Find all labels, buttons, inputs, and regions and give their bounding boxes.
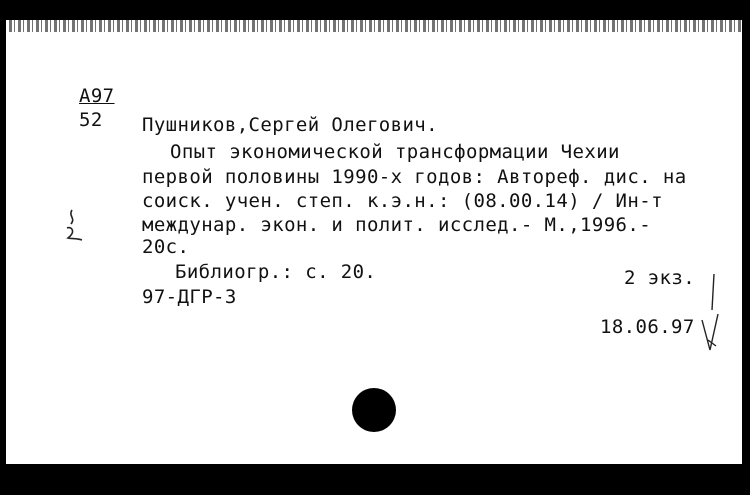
scan-top-noise — [0, 20, 750, 32]
accession-number: 97-ДГР-3 — [142, 286, 237, 308]
scan-right-border — [742, 20, 750, 464]
handwritten-check-icon — [700, 270, 722, 360]
title-line-5: 20с. — [142, 236, 190, 258]
scan-bottom-border — [0, 464, 750, 495]
date-stamp: 18.06.97 — [600, 316, 695, 338]
bibliography-note: Библиогр.: с. 20. — [175, 261, 377, 283]
title-line-1: Опыт экономической трансформации Чехии — [170, 141, 620, 163]
scan-left-border — [0, 20, 6, 464]
handwritten-mark-icon — [62, 208, 86, 244]
title-line-4: междунар. экон. и полит. исслед.- М.,1996.- — [142, 214, 652, 236]
punch-hole — [352, 388, 396, 432]
shelf-mark: А97 — [79, 85, 115, 107]
copies-count: 2 экз. — [624, 267, 696, 289]
scan-top-border — [0, 0, 750, 20]
cutter-number: 52 — [79, 109, 103, 131]
author-heading: Пушников,Сергей Олегович. — [142, 114, 438, 136]
title-line-2: первой половины 1990-х годов: Автореф. дис. на — [142, 166, 687, 188]
title-line-3: соиск. учен. степ. к.э.н.: (08.00.14) / Ин-т — [142, 190, 663, 212]
